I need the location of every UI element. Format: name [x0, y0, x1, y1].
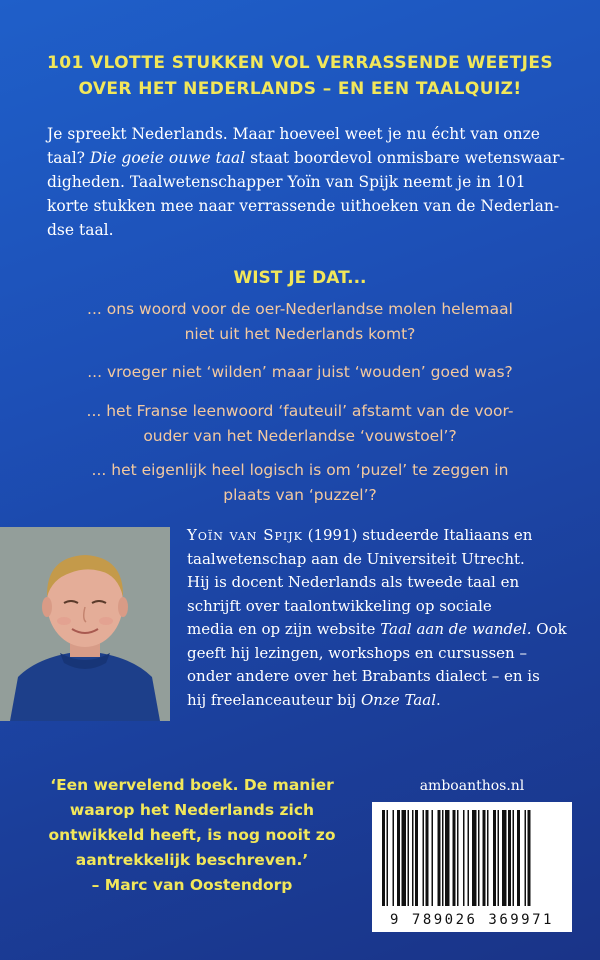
bio-line [187, 689, 582, 713]
intro-paragraph [47, 122, 567, 242]
fact-line: ... vroeger niet ‘wilden’ maar juist ‘wouden’ goed was? [87, 363, 513, 381]
fact-line: plaats van ‘puzzel’? [223, 486, 377, 504]
barcode-bar [438, 810, 441, 906]
bio-text: . [436, 690, 441, 709]
bio-line: schrijft over taalontwikkeling op sociale [187, 596, 492, 615]
quote-line: ‘Een wervelend boek. De manier [50, 776, 334, 794]
barcode-bar [415, 810, 418, 906]
barcode-bar [402, 810, 407, 906]
barcode-bar [453, 810, 456, 906]
intro-line: Je spreekt Nederlands. Maar hoeveel weet je nu écht van onze [47, 125, 540, 143]
author-portrait [0, 527, 170, 721]
bio-line: geeft hij lezingen, workshops en cursussen – [187, 643, 527, 662]
quote-line: ontwikkeld heeft, is nog nooit zo [48, 826, 336, 844]
bio-line [187, 524, 582, 548]
barcode-bar [468, 810, 470, 906]
headline-line-1: 101 VLOTTE STUKKEN VOL VERRASSENDE WEETJES [46, 53, 554, 73]
barcode-bar [525, 810, 527, 906]
barcode-bar [432, 810, 434, 906]
headline-line-2: OVER HET NEDERLANDS – EN EEN TAALQUIZ! [78, 79, 522, 99]
barcode-bar [426, 810, 429, 906]
barcode-bar [528, 810, 531, 906]
author-bio [187, 524, 582, 712]
barcode-bar [387, 810, 389, 906]
bio-text: (1991) studeerde Italiaans en [302, 526, 533, 544]
fact-line: niet uit het Nederlands komt? [184, 325, 416, 343]
fact-1 [30, 297, 570, 347]
barcode-bar [493, 810, 496, 906]
intro-line [47, 146, 567, 170]
barcode-bar [483, 810, 486, 906]
bio-text: hij freelanceauteur bij [187, 690, 361, 709]
fact-2 [30, 360, 570, 385]
barcode-bar [517, 810, 520, 906]
barcode-bar [397, 810, 400, 906]
fact-3 [30, 399, 570, 449]
barcode [372, 802, 572, 932]
fact-line: ouder van het Nederlandse ‘vouwstoel’? [143, 427, 457, 445]
barcode-bar [393, 810, 395, 906]
quote-line: aantrekkelijk beschreven.’ [75, 851, 309, 869]
book-title: Die goeie ouwe taal [89, 149, 246, 167]
bio-line: Hij is docent Nederlands als tweede taal en [187, 573, 520, 591]
quote-attribution: – Marc van Oostendorp [91, 876, 293, 894]
barcode-bar [445, 810, 450, 906]
intro-line: korte stukken mee naar verrassende uithoeken van de Nederlan- [47, 197, 560, 215]
barcode-bar [502, 810, 507, 906]
publisher-website: amboanthos.nl [419, 778, 525, 794]
bio-line: taalwetenschap aan de Universiteit Utrecht. [187, 549, 525, 568]
barcode-bar [442, 810, 444, 906]
fact-4 [30, 458, 570, 508]
intro-text: taal? [47, 149, 90, 167]
fact-line: ... ons woord voor de oer-Nederlandse molen helemaal [87, 300, 513, 318]
barcode-bar [412, 810, 414, 906]
intro-text: staat boordevol onmisbare wetenswaar- [245, 149, 565, 167]
barcode-bar [513, 810, 515, 906]
website-title: Taal aan de wandel. [380, 620, 532, 638]
author-photo [0, 527, 170, 721]
headline [30, 50, 570, 102]
isbn-number: 9 789026 369971 [390, 912, 554, 928]
barcode-bar [487, 810, 489, 906]
bio-line [187, 618, 582, 642]
barcode-bar [508, 810, 511, 906]
barcode-bar [478, 810, 480, 906]
fact-line: ... het Franse leenwoord ‘fauteuil’ afstamt van de voor- [86, 402, 514, 420]
barcode-bar [382, 810, 385, 906]
barcode-bar [457, 810, 459, 906]
barcode-bar [423, 810, 425, 906]
author-name: Yoïn van Spijk [187, 526, 303, 544]
barcode-bar [472, 810, 477, 906]
intro-line: digheden. Taalwetenschapper Yoïn van Spijk neemt je in 101 [47, 173, 526, 191]
wist-je-dat-heading: WIST JE DAT... [233, 268, 367, 288]
barcode-bar [498, 810, 500, 906]
barcode-bars [372, 802, 572, 910]
barcode-bar [463, 810, 465, 906]
intro-line: dse taal. [47, 221, 114, 239]
bio-line: onder andere over het Brabants dialect – en is [187, 667, 540, 685]
review-quote [42, 773, 342, 898]
barcode-bar [408, 810, 410, 906]
bio-text: media en op zijn website [187, 620, 381, 638]
fact-line: ... het eigenlijk heel logisch is om ‘puzel’ te zeggen in [91, 461, 509, 479]
quote-line: waarop het Nederlands zich [69, 801, 315, 819]
bio-text: Ook [531, 620, 567, 638]
magazine-title: Onze Taal [360, 690, 436, 709]
